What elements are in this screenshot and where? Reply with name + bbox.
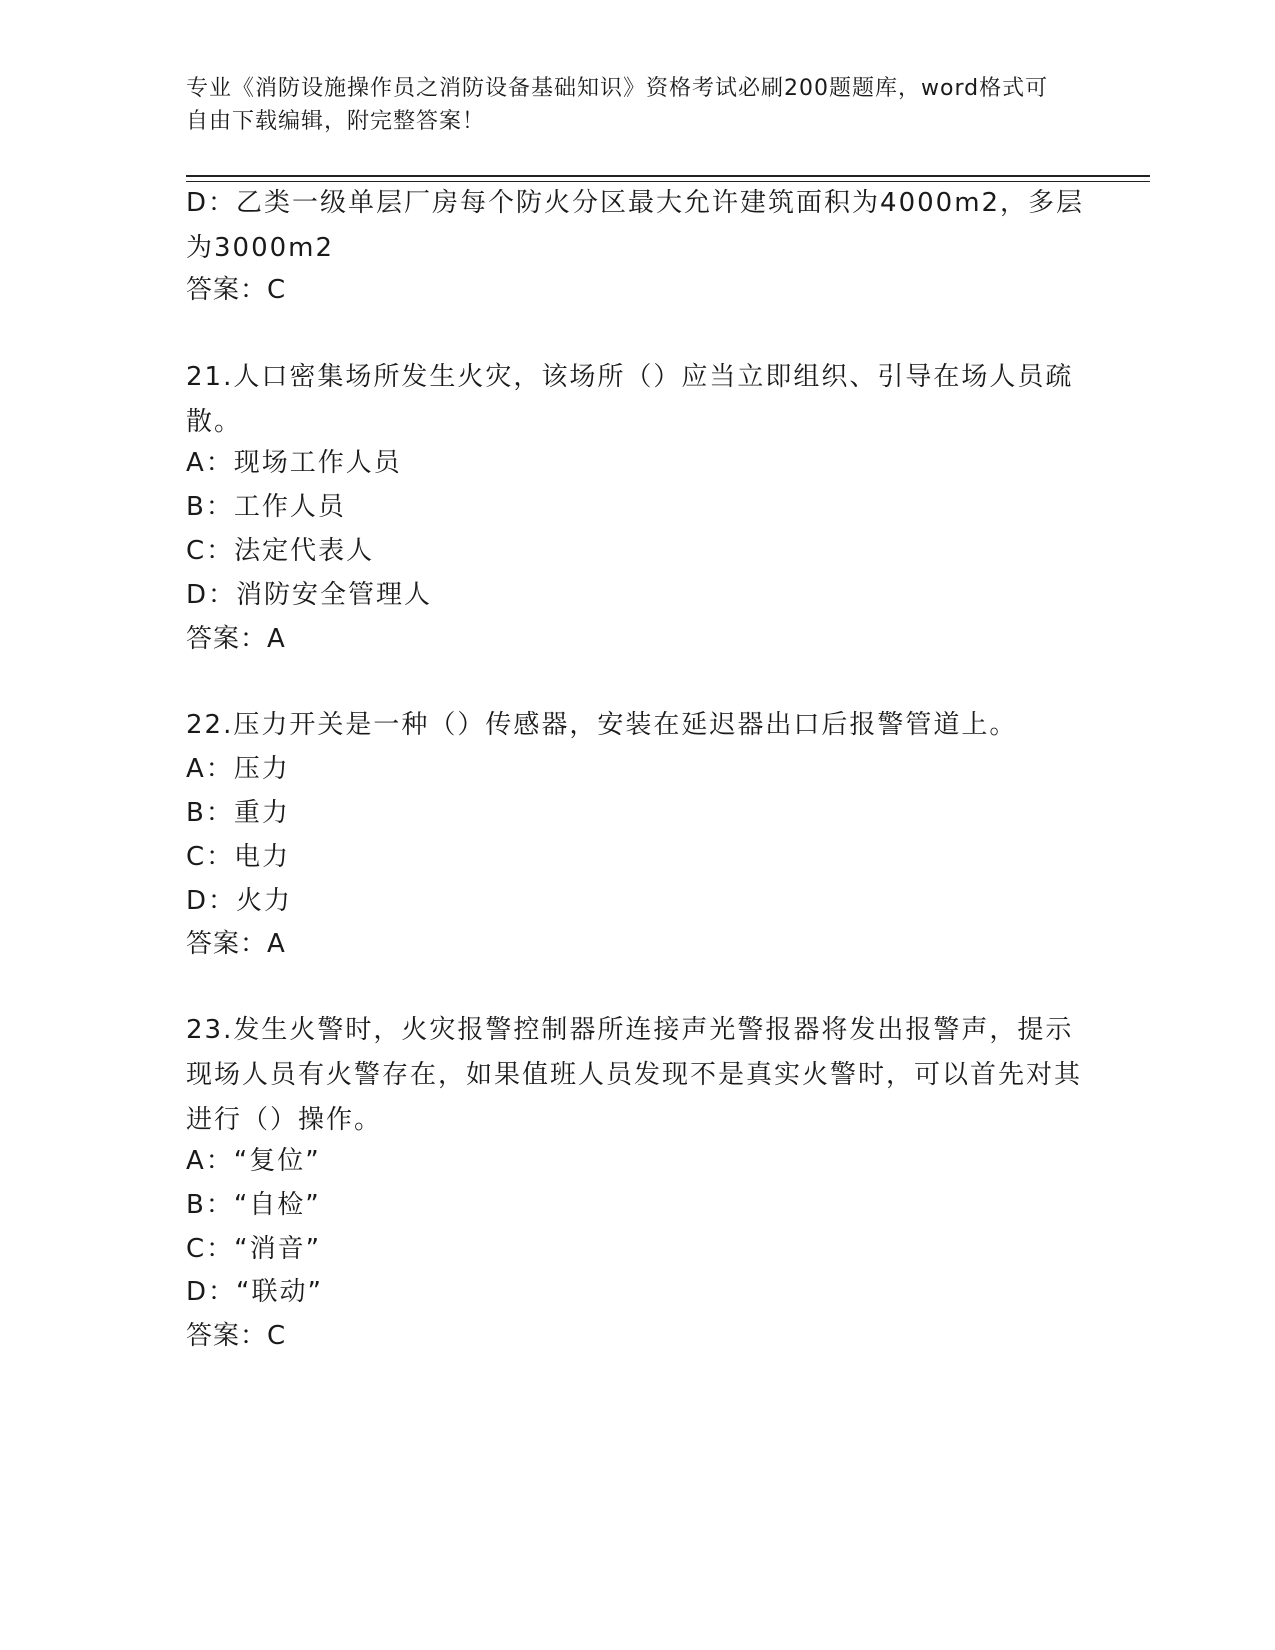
carryover-option-d: D：乙类一级单层厂房每个防火分区最大允许建筑面积为4000m2，多层为3000m2 bbox=[186, 188, 1085, 263]
carryover-answer: 答案：C bbox=[186, 275, 287, 305]
question-22-answer: 答案：A bbox=[186, 929, 286, 959]
header-divider-thick bbox=[186, 175, 1150, 177]
question-22-option-a: A：压力 bbox=[186, 754, 290, 784]
question-23-option-d: D：“联动” bbox=[186, 1277, 323, 1307]
question-22-option-b: B：重力 bbox=[186, 798, 290, 828]
question-21-option-b: B：工作人员 bbox=[186, 492, 346, 522]
question-21-option-c: C：法定代表人 bbox=[186, 536, 375, 566]
question-21-option-a: A：现场工作人员 bbox=[186, 448, 402, 478]
question-22-option-d: D：火力 bbox=[186, 886, 293, 916]
question-22-option-c: C：电力 bbox=[186, 842, 291, 872]
document-header: 专业《消防设施操作员之消防设备基础知识》资格考试必刷200题题库，word格式可自由下载编辑，附完整答案！ bbox=[186, 76, 1049, 134]
question-22-stem: 22.压力开关是一种（）传感器，安装在延迟器出口后报警管道上。 bbox=[186, 710, 1018, 740]
question-23-option-a: A：“复位” bbox=[186, 1146, 321, 1176]
question-21-option-d: D：消防安全管理人 bbox=[186, 580, 433, 610]
question-23-stem: 23.发生火警时，火灾报警控制器所连接声光警报器将发出报警声，提示现场人员有火警存在，如果值班人员发现不是真实火警时，可以首先对其进行（）操作。 bbox=[186, 1015, 1083, 1135]
question-23-answer: 答案：C bbox=[186, 1321, 287, 1351]
question-23-option-b: B：“自检” bbox=[186, 1190, 321, 1220]
question-23-option-c: C：“消音” bbox=[186, 1234, 322, 1264]
question-21-answer: 答案：A bbox=[186, 624, 286, 654]
question-21-stem: 21.人口密集场所发生火灾，该场所（）应当立即组织、引导在场人员疏散。 bbox=[186, 362, 1074, 437]
